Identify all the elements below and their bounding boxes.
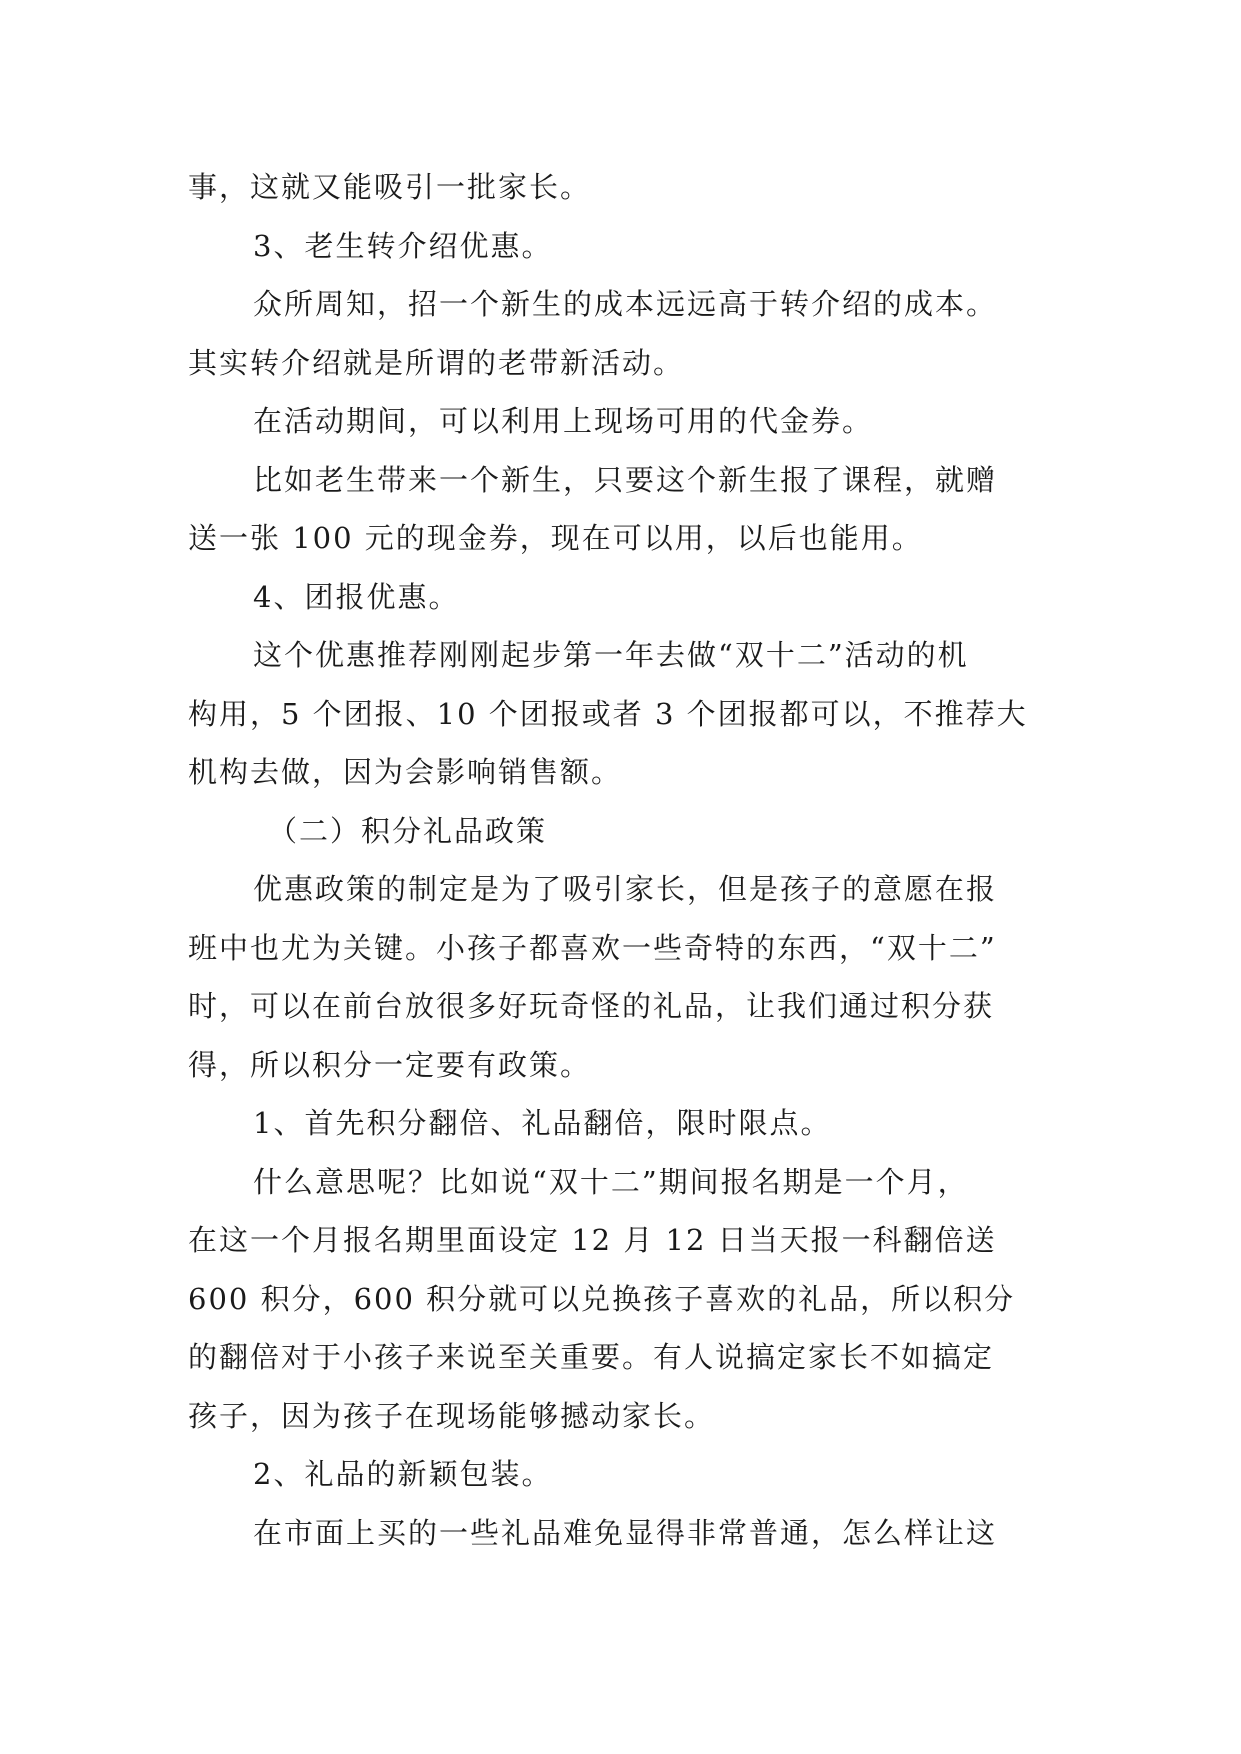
text-line: 2、礼品的新颖包装。 (253, 1457, 553, 1491)
text-line: 在市面上买的一些礼品难免显得非常普通，怎么样让这 (253, 1515, 998, 1550)
text-line: 在活动期间，可以利用上现场可用的代金券。 (253, 404, 874, 438)
text-line: 600 积分，600 积分就可以兑换孩子喜欢的礼品，所以积分 (188, 1281, 1016, 1316)
text-line: 在这一个月报名期里面设定 12 月 12 日当天报一科翻倍送 (188, 1223, 997, 1257)
text-line: 得，所以积分一定要有政策。 (188, 1047, 592, 1082)
text-line: 比如老生带来一个新生，只要这个新生报了课程，就赠 (253, 462, 998, 497)
text-line: 机构去做，因为会影响销售额。 (188, 755, 623, 789)
body-text (188, 158, 1068, 1562)
text-line: 构用，5 个团报、10 个团报或者 3 个团报都可以，不推荐大 (188, 696, 1028, 731)
text-line: 1、首先积分翻倍、礼品翻倍，限时限点。 (253, 1106, 832, 1140)
text-line: 孩子，因为孩子在现场能够撼动家长。 (188, 1398, 716, 1433)
text-line: 什么意思呢？比如说“双十二”期间报名期是一个月， (253, 1164, 969, 1199)
text-line: 众所周知，招一个新生的成本远远高于转介绍的成本。 (253, 287, 998, 321)
text-line: 这个优惠推荐刚刚起步第一年去做“双十二”活动的机 (253, 638, 969, 672)
text-line: 其实转介绍就是所谓的老带新活动。 (188, 345, 685, 380)
text-line: 的翻倍对于小孩子来说至关重要。有人说搞定家长不如搞定 (188, 1340, 995, 1374)
text-line: 3、老生转介绍优惠。 (253, 228, 553, 263)
text-line: 4、团报优惠。 (253, 579, 460, 614)
text-line: 时，可以在前台放很多好玩奇怪的礼品，让我们通过积分获 (188, 989, 995, 1023)
text-line: 班中也尤为关键。小孩子都喜欢一些奇特的东西，“双十二” (188, 930, 997, 965)
text-line: 事，这就又能吸引一批家长。 (188, 170, 592, 204)
text-line: 优惠政策的制定是为了吸引家长，但是孩子的意愿在报 (253, 872, 998, 906)
section-heading: （二）积分礼品政策 (268, 813, 548, 848)
text-line: 送一张 100 元的现金券，现在可以用，以后也能用。 (188, 521, 923, 555)
